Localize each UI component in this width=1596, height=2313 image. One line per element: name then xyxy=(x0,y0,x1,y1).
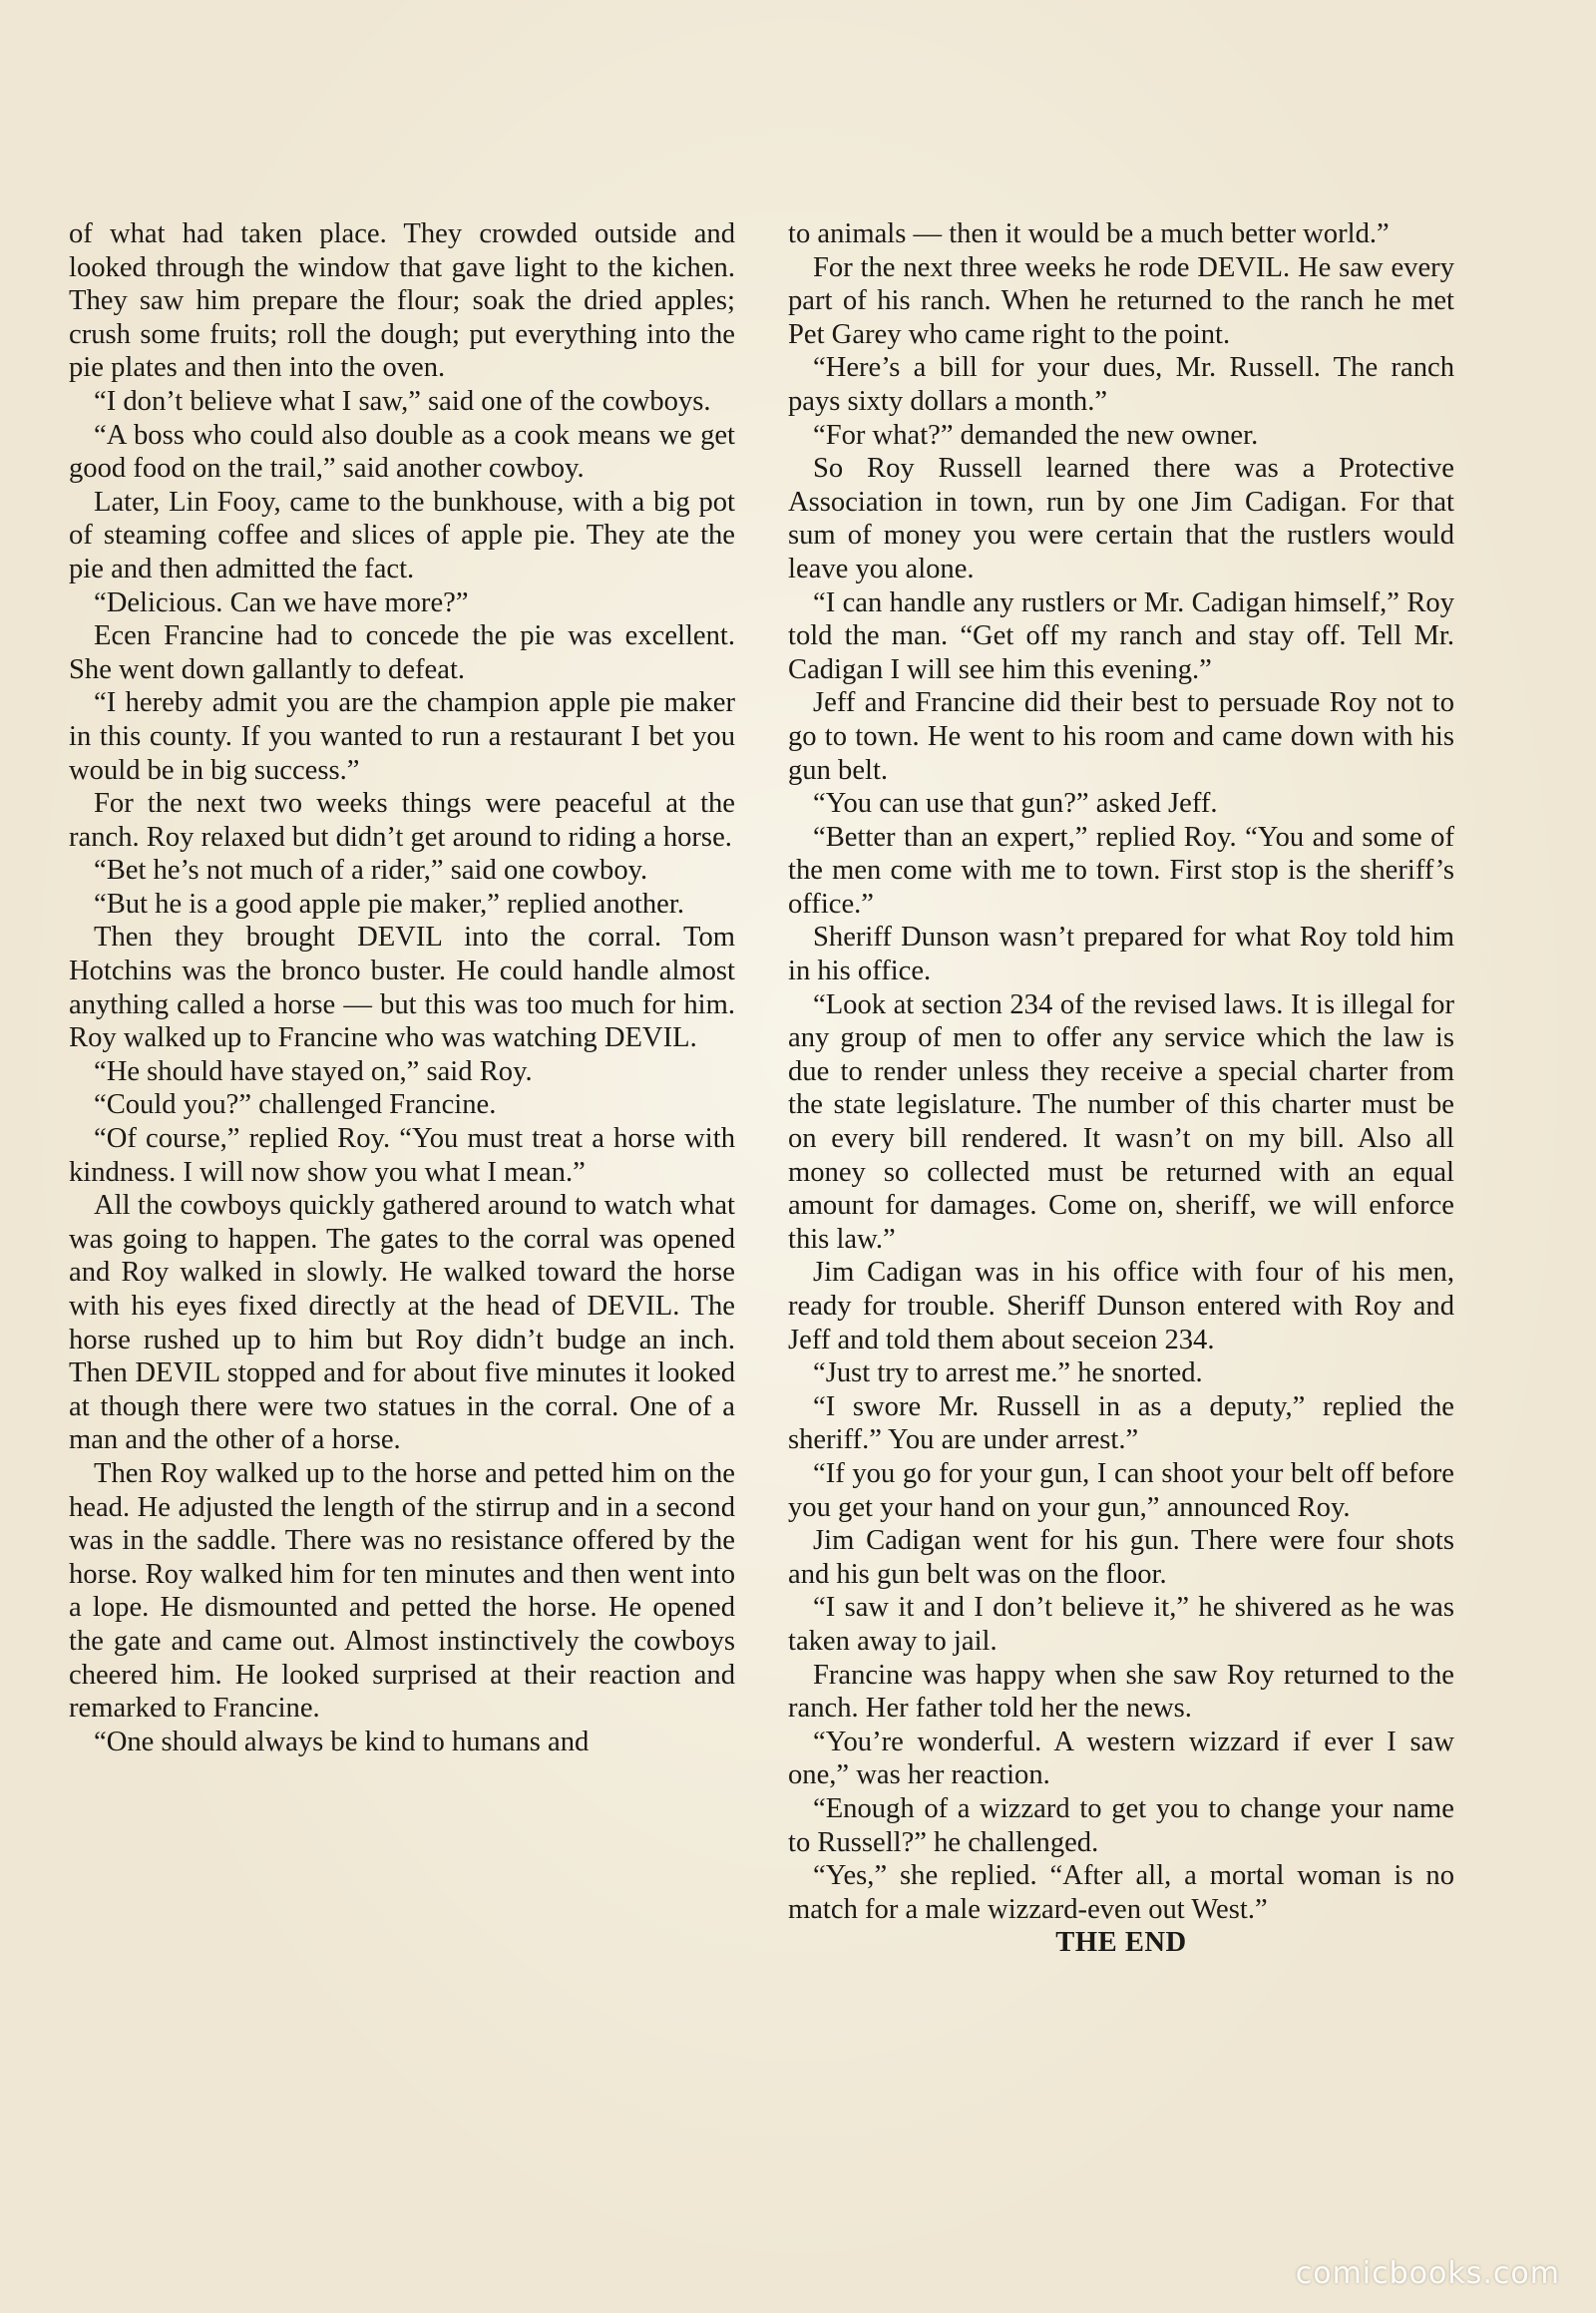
paragraph: Jim Cadigan was in his office with four of his men, ready for trouble. Sheriff Dunson entered with Roy and Jeff and told them about seceion 234. xyxy=(788,1257,1454,1355)
paragraph: Then Roy walked up to the horse and petted him on the head. He adjusted the length of the stirrup and in a second was in the saddle. There was no resistance offered by the horse. Roy walked him for ten minutes and then went into a lope. He dismounted and petted the horse. He opened the gate and came out. Almost instinctively the cowboys cheered him. He looked surprised at their reaction and remarked to Francine. xyxy=(69,1457,735,1725)
paragraph: of what had taken place. They crowded outside and looked through the window that gave light to the kichen. They saw him prepare the flour; soak the dried apples; crush some fruits; roll the dough; put everything into the pie plates and then into the oven. xyxy=(69,218,735,384)
paragraph: Jeff and Francine did their best to persuade Roy not to go to town. He went to his room and came down with his gun belt. xyxy=(788,687,1454,786)
paragraph: “You’re wonderful. A western wizzard if ever I saw one,” was her reaction. xyxy=(788,1726,1454,1791)
paragraph: Ecen Francine had to concede the pie was excellent. She went down gallantly to defeat. xyxy=(69,620,735,685)
paragraph: “Bet he’s not much of a rider,” said one cowboy. xyxy=(94,855,648,887)
paragraph: Francine was happy when she saw Roy returned to the ranch. Her father told her the news. xyxy=(788,1659,1454,1725)
paragraph: “Here’s a bill for your dues, Mr. Russell. The ranch pays sixty dollars a month.” xyxy=(788,352,1454,417)
paragraph: All the cowboys quickly gathered around to watch what was going to happen. The gates to the corral was opened and Roy walked in slowly. He walked toward the horse with his eyes fixed directly at the head of DEVIL. The horse rushed up to him but Roy didn’t budge an inch. Then DEVIL stopped and for about five minutes it looked at though there were two statues in the corral. One of a man and the other of a horse. xyxy=(69,1190,735,1456)
watermark: comicbooks.com xyxy=(1295,2256,1560,2291)
left-column xyxy=(69,217,735,1758)
paragraph: “Look at section 234 of the revised laws. It is illegal for any group of men to offer any service which the law is due to render unless they receive a special charter from the state legislature. The number of this charter must be on every bill rendered. It wasn’t on my bill. Also all money so collected must be returned with an equal amount for damages. Come on, sheriff, we will enforce this law.” xyxy=(788,988,1454,1255)
paragraph: “I swore Mr. Russell in as a deputy,” replied the sheriff.” You are under arrest.” xyxy=(788,1390,1454,1456)
paragraph: to animals — then it would be a much better world.” xyxy=(788,218,1390,249)
paragraph: “I don’t believe what I saw,” said one of the cowboys. xyxy=(94,385,711,417)
the-end-label: THE END xyxy=(1055,1927,1187,1959)
right-column xyxy=(788,217,1454,1960)
paragraph: “I hereby admit you are the champion apple pie maker in this county. If you wanted to run a restaurant I bet you would be in big success.” xyxy=(69,687,735,786)
paragraph: “One should always be kind to humans and xyxy=(94,1726,590,1757)
paragraph: Then they brought DEVIL into the corral. Tom Hotchins was the bronco buster. He could handle almost anything called a horse — but this was too much for him. Roy walked up to Francine who was watching DEVIL. xyxy=(69,922,735,1054)
paragraph: So Roy Russell learned there was a Protective Association in town, run by one Jim Cadigan. For that sum of money you were certain that the rustlers would leave you alone. xyxy=(788,453,1454,584)
paragraph: “Enough of a wizzard to get you to change your name to Russell?” he challenged. xyxy=(788,1792,1454,1858)
paragraph: Jim Cadigan went for his gun. There were four shots and his gun belt was on the floor. xyxy=(788,1525,1454,1590)
paragraph: “But he is a good apple pie maker,” replied another. xyxy=(94,888,684,920)
paragraph: For the next three weeks he rode DEVIL. He saw every part of his ranch. When he returned to the ranch he met Pet Garey who came right to the point. xyxy=(788,251,1454,350)
paragraph: “If you go for your gun, I can shoot your belt off before you get your hand on your gun,” announced Roy. xyxy=(788,1457,1454,1523)
paragraph: “Just try to arrest me.” he snorted. xyxy=(813,1357,1203,1389)
paragraph: “Of course,” replied Roy. “You must treat a horse with kindness. I will now show you what I mean.” xyxy=(69,1123,735,1188)
paragraph: Later, Lin Fooy, came to the bunkhouse, with a big pot of steaming coffee and slices of apple pie. They ate the pie and then admitted the fact. xyxy=(69,486,735,584)
paragraph: “I saw it and I don’t believe it,” he shivered as he was taken away to jail. xyxy=(788,1592,1454,1657)
paragraph: “Could you?” challenged Francine. xyxy=(94,1089,497,1121)
paragraph: “He should have stayed on,” said Roy. xyxy=(94,1055,533,1087)
paragraph: “For what?” demanded the new owner. xyxy=(813,419,1259,451)
paragraph: “Delicious. Can we have more?” xyxy=(94,586,469,618)
paragraph: Sheriff Dunson wasn’t prepared for what Roy told him in his office. xyxy=(788,922,1454,987)
paragraph: “Better than an expert,” replied Roy. “You and some of the men come with me to town. First stop is the sheriff’s office.” xyxy=(788,821,1454,920)
paragraph: “Yes,” she replied. “After all, a mortal woman is no match for a male wizzard-even out West.” xyxy=(788,1860,1454,1925)
paragraph: “I can handle any rustlers or Mr. Cadigan himself,” Roy told the man. “Get off my ranch and stay off. Tell Mr. Cadigan I will see him this evening.” xyxy=(788,586,1454,685)
paragraph: “You can use that gun?” asked Jeff. xyxy=(813,788,1218,820)
paragraph: “A boss who could also double as a cook means we get good food on the trail,” said another cowboy. xyxy=(69,419,735,485)
paragraph: For the next two weeks things were peaceful at the ranch. Roy relaxed but didn’t get around to riding a horse. xyxy=(69,788,735,853)
